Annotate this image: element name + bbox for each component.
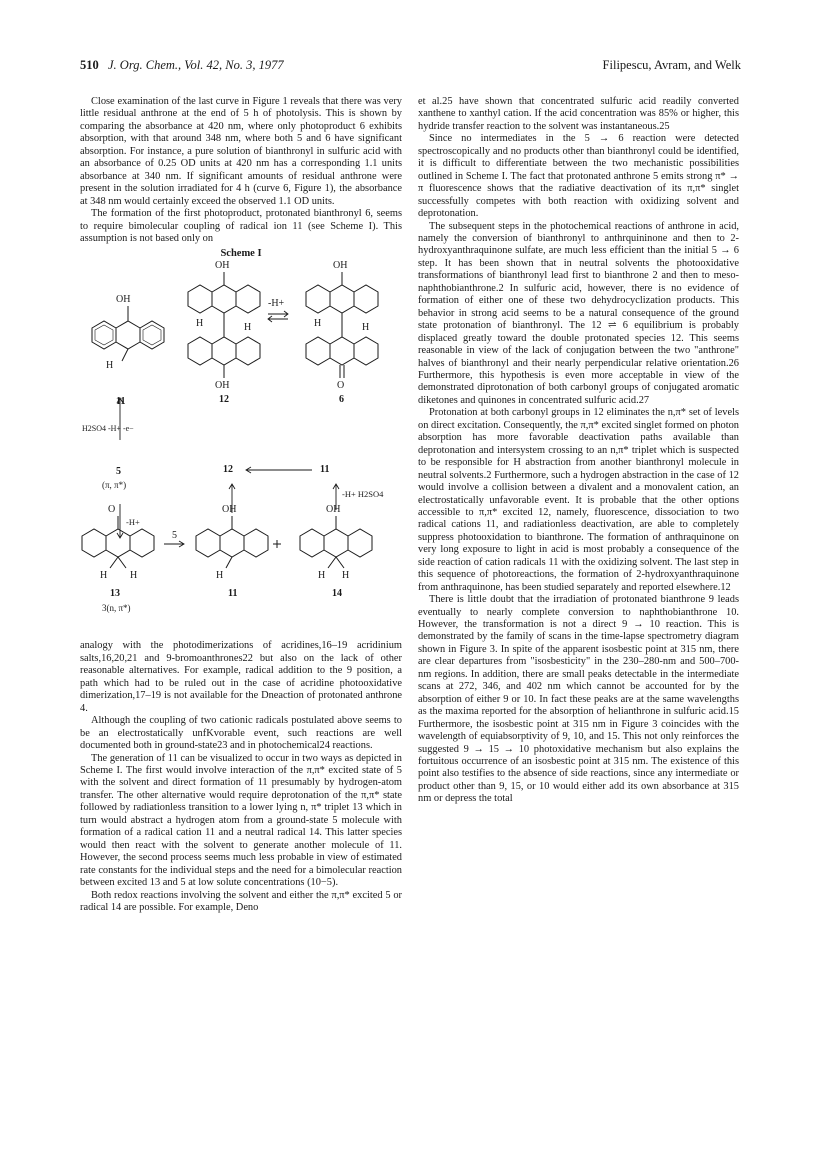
label-h: H	[130, 570, 138, 582]
label-h: H	[362, 322, 370, 334]
label-oh: OH	[222, 504, 237, 516]
label-h: H	[318, 570, 326, 582]
paragraph: Protonation at both carbonyl groups in 12 eliminates the n,π* set of levels on direct excitation. Consequently, the π,π* excited singlet formed on photon absorption has more favorable deactivation paths available than deprotonation and intersystem crossing to an n,π* triplet which is suspected to be responsible for H abstraction from another bianthronyl molecule in neutral solvents.2 Furthermore, such a hydrogen abstraction in the case of 12 would involve a collision between a divalent and a monovalent cation, an electrostatically unfavorable event. It is probable that the other options accessible to π,π* excited 12, namely, fluorescence, dissociation to two radical cations 11, and radiationless deactivation, are able to completely suppress photooxidation to bianthrone. The formation of anthraquinone on very long exposure to light in acid is most probably a consequence of the side reaction of cation radicals 11 with the oxidizing solvent. The last step in this sequence of photoreactions, the formation of 2-hydroxyanthraquinone from anthraquinone, has been studied separately and reported elsewhere.12	[418, 407, 739, 593]
radical-cation-11-product	[196, 516, 268, 568]
label-6: 6	[339, 394, 344, 406]
label-oh: OH	[215, 380, 230, 392]
paragraph: Although the coupling of two cationic radicals postulated above seems to be an electrostatically unfKvorable event, such reactions are well documented both in ground-state23 and in photochemical24 reactions.	[80, 715, 402, 752]
paragraph: The subsequent steps in the photochemical reactions of anthrone in acid, namely the conversion of bianthronyl to anthrquininone and then to 2-hydroxyanthraquinone sulfate, are much less efficient than the initial 5 → 6 step. It has been shown that in neutral solvents the photooxidative transformations of bianthronyl lead first to bianthrone 2 and then to meso-naphthobianthrone.2 In sulfuric acid, however, there is no evidence of formation of either one of these two dehydrocyclization products. This behavior in strong acid seems to be a natural consequence of the ground state protonation of bianthronyl. The 12 ⇌ 6 equilibrium is probably displaced greatly toward the double protonated species 12. This seems reasonable in view of the lack of conjugation between the two "anthrone" halves of bianthronyl and their nearly perpendicular relative orientation.26 Furthermore, this hypothesis is even more acceptable in view of the demonstrated diprotonation of both carbonyl groups of conjugated aromatic diketones and quinones in concentrated sulfuric acid.27	[418, 220, 739, 406]
label-npi: 3(n, π*)	[102, 603, 131, 614]
paragraph: There is little doubt that the irradiation of protonated bianthrone 9 leads eventually to nearly complete conversion to naphthobianthrone 10. However, the transformation is not a direct 9 → 10 reaction. This is demonstrated by the family of scans in the time-lapse spectrometry diagram shown in Figure 3. In spite of the apparent isosbestic point at 315 nm, there are clear departures from "isosbesticity" in the 230–280-nm and 500–700-nm regions. In addition, there are small peaks detectable in the intermediate scans at 272, 346, and 402 nm which cannot be accounted for by the absorption of either 9 or 10. In fact these peaks are at the same wavelengths as the maxima reported for the absorption of helianthrone in sulfuric acid.15 Furthermore, the isosbestic point at 315 nm in Figure 3 coincides with the wavelength of equiabsorptivity of 9, 10, and 15. This not only reinforces the suggested 9 → 15 → 10 photoxidative mechanism but also explains the fortuitous occurrence of an isosbestic point at 315 nm. The existence of this point also testifies to the absence of side reactions, since any intermediate or product other than 9, 15, or 10 would either add its own absorbance at 315 nm or depress the total	[418, 594, 739, 805]
label-pipi: (π, π*)	[102, 480, 127, 491]
label-13: 13	[110, 588, 120, 600]
paragraph: The formation of the first photoproduct, protonated bianthronyl 6, seems to require bimolecular coupling of radical ion 11 (see Scheme I). This assumption is not based only on	[80, 208, 402, 244]
label-reagents-b: -H+	[126, 517, 140, 528]
label-11: 11	[320, 464, 330, 476]
label-11: 11	[116, 396, 126, 408]
reaction-scheme	[80, 248, 402, 636]
label-12: 12	[219, 394, 229, 406]
page-number: 510	[80, 58, 99, 72]
label-oh: OH	[333, 260, 348, 272]
label-12: 12	[223, 464, 233, 476]
label-5: 5	[172, 530, 177, 542]
paragraph: Both redox reactions involving the solvent and either the π,π* excited 5 or radical 14 are possible. For example, Deno	[80, 889, 402, 913]
arrow-11-to-12	[246, 467, 312, 473]
label-h: H	[342, 570, 350, 582]
label-h: H	[100, 570, 108, 582]
label-reagents-a: H2SO4 -H+ -e−	[82, 424, 134, 434]
author-names: Filipescu, Avram, and Welk	[602, 58, 741, 72]
paragraph: Since no intermediates in the 5 → 6 reaction were detected spectroscopically and no products other than bianthronyl could be identified, it is difficult to differentiate between the two mechanistic possibilities outlined in Scheme I. The fact that protonated anthrone 5 emits strong π* → π fluorescence shows that the radiative deactivation of its π,π* singlet successfully competes with both reaction with oxidizing solvent and deprotonation.	[418, 133, 739, 220]
paragraph: et al.25 have shown that concentrated sulfuric acid readily converted xanthene to xanthyl cation. If the acid concentration was 85% or higher, this hydride transfer reaction to the solvent was instantaneous.25	[418, 96, 739, 132]
label-h: H	[106, 360, 114, 372]
label-o: O	[108, 504, 116, 516]
paragraph: Close examination of the last curve in Figure 1 reveals that there was very little residual anthrone at the end of 5 h of photolysis. This is shown by comparing the absorbance at 420 nm, where only photoproduct 6 exhibits absorption, with that around 348 nm, where both 5 and 6 have significant absorption. For instance, a pure solution of bianthronyl in sulfuric acid with an absorbance of 0.25 OD units at 420 nm has a corresponding 1.1 units absorbance at 340 nm. If significant amounts of residual anthrone were present in the solution irradiated for 4 h (curve 6, Figure 1), the absorbance at 348 nm would certainly exceed the observed 1.1 OD units.	[80, 96, 402, 207]
label-o: O	[337, 380, 345, 392]
journal-citation: J. Org. Chem., Vol. 42, No. 3, 1977	[108, 58, 284, 72]
plus-sign	[273, 540, 281, 548]
left-column	[80, 96, 402, 914]
anthrone-radical-cation-11	[92, 306, 164, 361]
label-h: H	[244, 322, 252, 334]
label-11: 11	[228, 588, 238, 600]
running-header	[80, 58, 741, 78]
equilibrium-arrow	[268, 311, 288, 322]
label-oh: OH	[116, 294, 131, 306]
label-h: H	[216, 570, 224, 582]
label-5: 5	[116, 466, 121, 478]
label-14: 14	[332, 588, 342, 600]
label-minus-h: -H+	[268, 298, 285, 310]
paragraph: The generation of 11 can be visualized to occur in two ways as depicted in Scheme I. The first would involve interaction of the π,π* excited state of 5 with the solvent and direct formation of 11 presumably by hydrogen-atom transfer. The other alternative would require deprotonation of the π,π* state followed by radiationless transition to a lower lying n, π* triplet 13 which in turn would abstract a hydrogen atom from a ground-state 5 molecule with formation of a radical cation 11 and a neutral radical 14. This latter species would then react with the solvent to generate another molecule of 11. However, the second process seems much less probable in view of estimated rate constants for the individual steps and the need for a bimolecular reaction between excited 13 and 5 at low solute concentrations (10−5).	[80, 752, 402, 889]
label-h: H	[314, 318, 322, 330]
label-oh: OH	[215, 260, 230, 272]
paragraph: analogy with the photodimerizations of acridines,16–19 acridinium salts,16,20,21 and 9-bromoanthrones22 but also on the lack of other reasonable alternatives. For example, radical addition to the 9 position, a path which had to be ruled out in the case of acridine photooxidative dimerization,17–19 is not available for the Dneaction of protonated anthrone 4.	[80, 640, 402, 714]
label-oh: OH	[326, 504, 341, 516]
right-column	[418, 96, 739, 806]
label-h: H	[196, 318, 204, 330]
scheme-title: Scheme I	[220, 248, 262, 260]
neutral-radical-14	[300, 516, 372, 568]
label-reagents-c: -H+ H2SO4	[342, 489, 384, 500]
triplet-13	[82, 516, 154, 568]
